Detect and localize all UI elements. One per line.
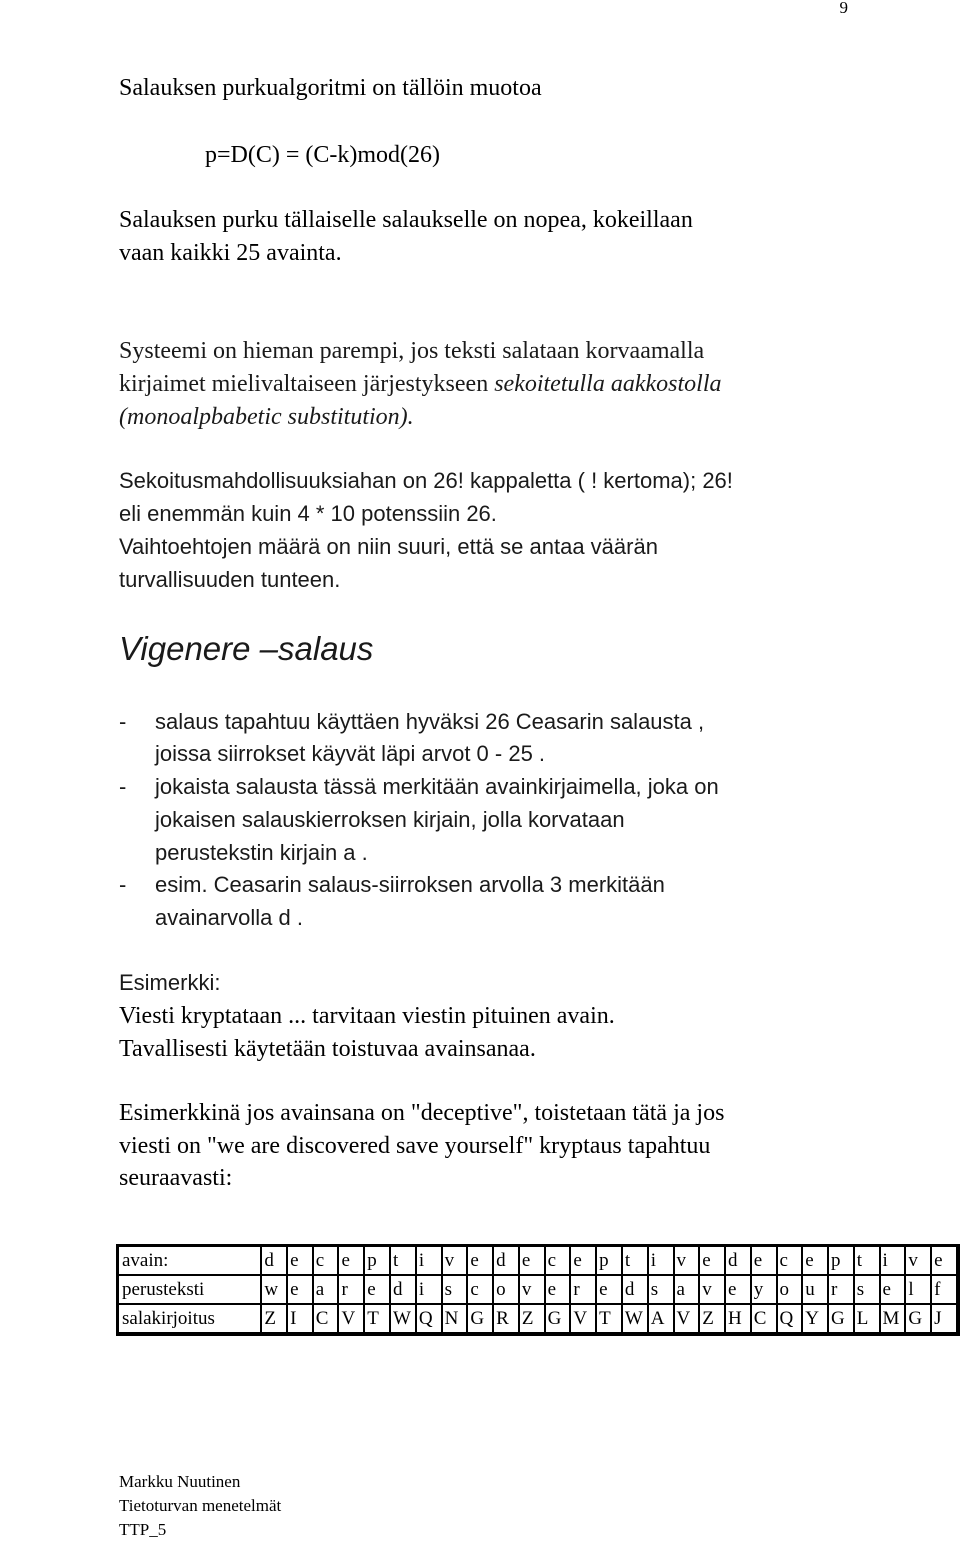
table-cell: s [854,1275,880,1304]
table-cell: C [313,1304,339,1333]
table-cell: V [570,1304,596,1333]
bullet-text: joissa siirrokset käyvät läpi arvot 0 - 25 . [155,741,546,766]
section-heading: Vigenere –salaus [119,630,374,667]
paragraph-line: Salauksen purku tällaiselle salaukselle on nopea, kokeillaan [119,207,693,233]
table-cell: G [905,1304,931,1333]
table-cell: e [338,1246,364,1275]
example-line: Tavallisesti käytetään toistuvaa avainsanaa. [119,1036,536,1062]
decryption-formula: p=D(C) = (C-k)mod(26) [205,142,441,168]
table-cell: r [338,1275,364,1304]
table-cell: o [777,1275,803,1304]
bullet-text: avainarvolla d . [155,905,303,930]
example-line: viesti on "we are discovered save yourself" kryptaus tapahtuu [119,1133,711,1159]
table-cell: i [648,1246,674,1275]
table-cell: v [442,1246,468,1275]
table-cell: R [493,1304,519,1333]
table-cell: L [854,1304,880,1333]
bullet-dash: - [119,709,127,734]
table-cell: e [287,1246,313,1275]
table-cell: c [777,1246,803,1275]
table-cell: a [313,1275,339,1304]
paragraph-line: eli enemmän kuin 4 * 10 potenssiin 26. [119,501,497,526]
italic-term: sekoitetulla aakkostolla [494,371,722,397]
table-cell: c [313,1246,339,1275]
table-cell: Z [519,1304,545,1333]
bullet-text: perustekstin kirjain a . [155,840,368,865]
table-cell: c [545,1246,571,1275]
table-cell: c [467,1275,493,1304]
table-cell: e [931,1246,957,1275]
table-cell: d [725,1246,751,1275]
table-cell: v [699,1275,725,1304]
footer-author: Markku Nuutinen [119,1472,241,1491]
table-cell: e [802,1246,828,1275]
table-cell: Q [416,1304,442,1333]
example-line: Viesti kryptataan ... tarvitaan viestin pituinen avain. [119,1003,615,1029]
bullet-text: jokaista salausta tässä merkitään avainkirjaimella, joka on [155,774,719,799]
table-cell: T [596,1304,622,1333]
example-title: Esimerkki: [119,970,221,995]
table-cell: d [493,1246,519,1275]
table-row [118,1304,957,1333]
table-cell: G [545,1304,571,1333]
footer-course: Tietoturvan menetelmät [119,1496,282,1515]
bullet-dash: - [119,774,127,799]
table-cell: T [364,1304,390,1333]
table-cell: W [390,1304,416,1333]
table-cell: J [931,1304,957,1333]
table-cell: i [416,1246,442,1275]
table-cell: i [416,1275,442,1304]
paragraph-line: Vaihtoehtojen määrä on niin suuri, että se antaa väärän [119,534,658,559]
row-label: avain: [118,1246,261,1275]
example-line: Esimerkkinä jos avainsana on "deceptive", toistetaan tätä ja jos [119,1100,725,1126]
row-label: perusteksti [118,1275,261,1304]
table-cell: e [725,1275,751,1304]
table-cell: I [287,1304,313,1333]
table-cell: f [931,1275,957,1304]
table-cell: H [725,1304,751,1333]
table-cell: o [493,1275,519,1304]
table-cell: s [648,1275,674,1304]
table-cell: e [519,1246,545,1275]
table-cell: A [648,1304,674,1333]
table-cell: e [467,1246,493,1275]
italic-term: (monoalpbabetic substitution). [119,404,414,430]
paragraph-line [119,368,722,401]
table-cell: C [751,1304,777,1333]
vigenere-table [116,1244,960,1336]
table-cell: Q [777,1304,803,1333]
paragraph-decryption-intro: Salauksen purkualgoritmi on tällöin muotoa [119,75,542,101]
table-cell: t [390,1246,416,1275]
table-cell: v [519,1275,545,1304]
table-cell: V [338,1304,364,1333]
table-cell: d [622,1275,648,1304]
plain-text: kirjaimet mielivaltaiseen järjestykseen [119,371,495,397]
paragraph-line: vaan kaikki 25 avainta. [119,240,342,266]
bullet-text: jokaisen salauskierroksen kirjain, jolla korvataan [155,807,625,832]
table-row [118,1246,957,1275]
example-line: seuraavasti: [119,1165,233,1191]
table-cell: t [854,1246,880,1275]
table-cell: w [261,1275,287,1304]
table-cell: a [674,1275,700,1304]
table-cell: t [622,1246,648,1275]
table-cell: p [828,1246,854,1275]
table-cell: e [880,1275,906,1304]
bullet-dash: - [119,872,127,897]
table-cell: Z [699,1304,725,1333]
table-cell: e [570,1246,596,1275]
table-cell: e [751,1246,777,1275]
table-cell: r [570,1275,596,1304]
table-cell: V [674,1304,700,1333]
table-cell: W [622,1304,648,1333]
bullet-text: esim. Ceasarin salaus-siirroksen arvolla 3 merkitään [155,872,665,897]
table-cell: d [261,1246,287,1275]
table-cell: e [596,1275,622,1304]
footer-code: TTP_5 [119,1520,167,1539]
table-cell: d [390,1275,416,1304]
table-cell: Y [802,1304,828,1333]
table-cell: p [364,1246,390,1275]
paragraph-line: turvallisuuden tunteen. [119,567,341,592]
table-cell: Z [261,1304,287,1333]
table-cell: v [674,1246,700,1275]
table-cell: i [880,1246,906,1275]
table-cell: N [442,1304,468,1333]
table-cell: r [828,1275,854,1304]
table-cell: s [442,1275,468,1304]
table-cell: y [751,1275,777,1304]
table-cell: l [905,1275,931,1304]
table-cell: v [905,1246,931,1275]
row-label: salakirjoitus [118,1304,261,1333]
table-cell: G [467,1304,493,1333]
table-cell: M [880,1304,906,1333]
table-cell: p [596,1246,622,1275]
paragraph-line: Systeemi on hieman parempi, jos teksti salataan korvaamalla [119,338,705,364]
table-cell: e [699,1246,725,1275]
bullet-text: salaus tapahtuu käyttäen hyväksi 26 Ceasarin salausta , [155,709,705,734]
paragraph-line: Sekoitusmahdollisuuksiahan on 26! kappaletta ( ! kertoma); 26! [119,468,733,493]
table-cell: u [802,1275,828,1304]
page-number: 9 [839,0,848,17]
table-cell: e [287,1275,313,1304]
table-cell: G [828,1304,854,1333]
table-cell: e [545,1275,571,1304]
table-cell: e [364,1275,390,1304]
table-row [118,1275,957,1304]
